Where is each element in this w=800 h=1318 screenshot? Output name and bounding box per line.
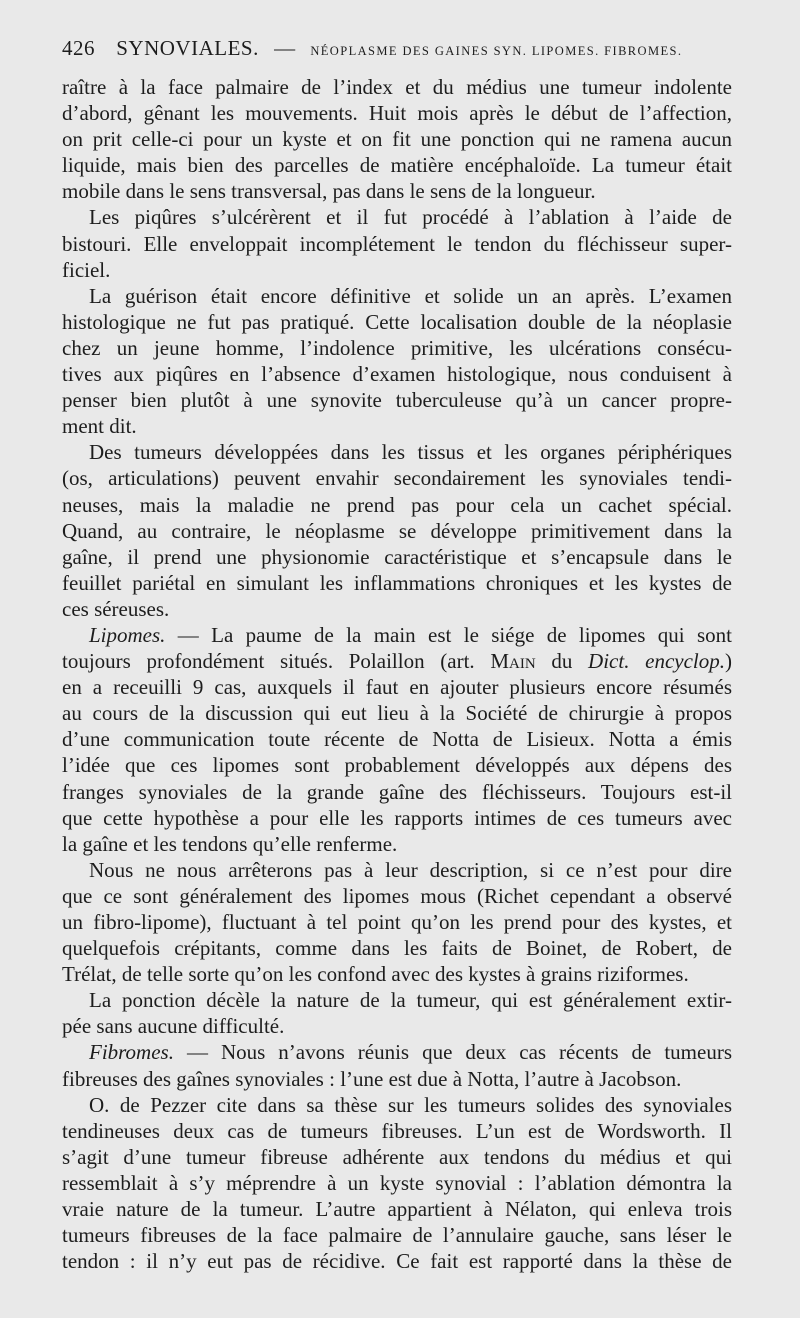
text-line: un fibro-lipome), fluctuant à tel point qu’on les prend pour des kystes, et [62, 910, 732, 934]
section-heading-lipomes: Lipomes. [89, 622, 166, 647]
text-line: pée sans aucune difficulté. [62, 1014, 285, 1039]
header-dash: — [274, 36, 296, 60]
text-line: on prit celle-ci pour un kyste et on fit une ponction qui ne ramena aucun [62, 127, 732, 152]
text-line: tumeurs fibreuses de la face palmaire de l’annulaire gauche, sans léser le [62, 1223, 732, 1248]
text-line: fibreuses des gaînes synoviales : l’une est due à Notta, l’autre à Jacobson. [62, 1066, 682, 1091]
text-line: que cette hypothèse a pour elle les rapports intimes de ces tumeurs avec [62, 805, 732, 830]
text-line: mobile dans le sens transversal, pas dans le sens de la longueur. [62, 179, 596, 204]
text-line: ces séreuses. [62, 596, 170, 621]
text-line [62, 648, 732, 674]
text-span: — Nous n’avons réunis que deux cas récents de tumeurs [173, 1040, 732, 1065]
text-line: chez un jeune homme, l’indolence primitive, les ulcérations consécu- [62, 335, 732, 360]
text-line: tendon : il n’y eut pas de récidive. Ce fait est rapporté dans la thèse de [62, 1249, 732, 1274]
text-line: d’une communication toute récente de Notta de Lisieux. Notta a émis [62, 727, 732, 752]
text-line: s’agit d’une tumeur fibreuse adhérente aux tendons du médius et qui [62, 1144, 732, 1169]
text-line: que ce sont généralement des lipomes mous (Richet cependant a observé [62, 883, 732, 908]
paragraph-start-line: La guérison était encore définitive et solide un an après. L’examen [89, 283, 732, 308]
text-line: la gaîne et les tendons qu’elle renferme. [62, 831, 398, 856]
text-line: ficiel. [62, 257, 111, 282]
text-line: d’abord, gênant les mouvements. Huit mois après le début de l’affection, [62, 101, 732, 126]
text-line: franges synoviales de la grande gaîne des fléchisseurs. Toujours est-il [62, 779, 732, 804]
paragraph-start-line: O. de Pezzer cite dans sa thèse sur les tumeurs solides des synoviales [89, 1092, 732, 1117]
text-line: penser bien plutôt à une synovite tuberculeuse qu’à un cancer propre- [62, 388, 732, 413]
running-title: SYNOVIALES. [116, 36, 259, 60]
text-line: feuillet pariétal en simulant les inflammations chroniques et les kystes de [62, 570, 732, 595]
paragraph-start-line: Les piqûres s’ulcérèrent et il fut procédé à l’ablation à l’aide de [89, 205, 732, 230]
text-line: Trélat, de telle sorte qu’on les confond avec des kystes à grains riziformes. [62, 962, 689, 987]
text-span: — La paume de la main est le siége de lipomes qui sont [165, 622, 732, 647]
text-line: au cours de la discussion qui eut lieu à la Société de chirurgie à propos [62, 701, 732, 726]
section-fibromes-line [62, 1039, 732, 1065]
text-line: neuses, mais la maladie ne prend pas pour cela un cachet spécial. [62, 492, 732, 517]
text-span: toujours profondément situés. Polaillon (art. [62, 649, 491, 674]
paragraph-start-line: La ponction décèle la nature de la tumeur, qui est généralement extir- [89, 988, 732, 1013]
text-line: Quand, au contraire, le néoplasme se développe primitivement dans la [62, 518, 732, 543]
text-span: du [535, 649, 589, 674]
text-line: tendineuses deux cas de tumeurs fibreuses. L’un est de Wordsworth. Il [62, 1118, 732, 1143]
body-text [62, 74, 732, 1274]
paragraph-start-line: Nous ne nous arrêterons pas à leur description, si ce n’est pour dire [89, 857, 732, 882]
text-line: (os, articulations) peuvent envahir secondairement les synoviales tendi- [62, 466, 732, 491]
text-line: histologique ne fut pas pratiqué. Cette localisation double de la néoplasie [62, 309, 732, 334]
text-line: l’idée que ces lipomes sont probablement développés aux dépens des [62, 753, 732, 778]
page-header [62, 36, 742, 66]
section-lipomes-line [62, 622, 732, 648]
text-span: Dict. encyclop. [588, 649, 725, 674]
text-line: gaîne, il prend une physionomie caractéristique et s’encapsule dans le [62, 544, 732, 569]
text-line: liquide, mais bien des parcelles de matière encéphaloïde. La tumeur était [62, 153, 732, 178]
text-line: bistouri. Elle enveloppait incomplétement le tendon du fléchisseur super- [62, 231, 732, 256]
paragraph-start-line: Des tumeurs développées dans les tissus et les organes périphériques [89, 440, 732, 465]
text-line: raître à la face palmaire de l’index et du médius une tumeur indolente [62, 75, 732, 99]
text-span: Main [490, 649, 536, 674]
text-span: ) [725, 649, 732, 674]
text-line: vraie nature de la tumeur. L’autre appartient à Nélaton, qui enleva trois [62, 1197, 732, 1222]
section-heading-fibromes: Fibromes. [89, 1040, 174, 1065]
page-number: 426 [62, 36, 95, 60]
header-subtitle: NÉOPLASME DES GAINES SYN. LIPOMES. FIBROMES. [310, 44, 683, 58]
text-line: ressemblait à s’y méprendre à un kyste synovial : l’ablation démontra la [62, 1170, 732, 1195]
text-line: ment dit. [62, 414, 137, 439]
text-line: en a receuilli 9 cas, auxquels il faut en ajouter plusieurs encore résumés [62, 675, 732, 700]
text-line: quelquefois crépitants, comme dans les faits de Boinet, de Robert, de [62, 936, 732, 961]
text-line: tives aux piqûres en l’absence d’examen histologique, nous conduisent à [62, 362, 732, 387]
